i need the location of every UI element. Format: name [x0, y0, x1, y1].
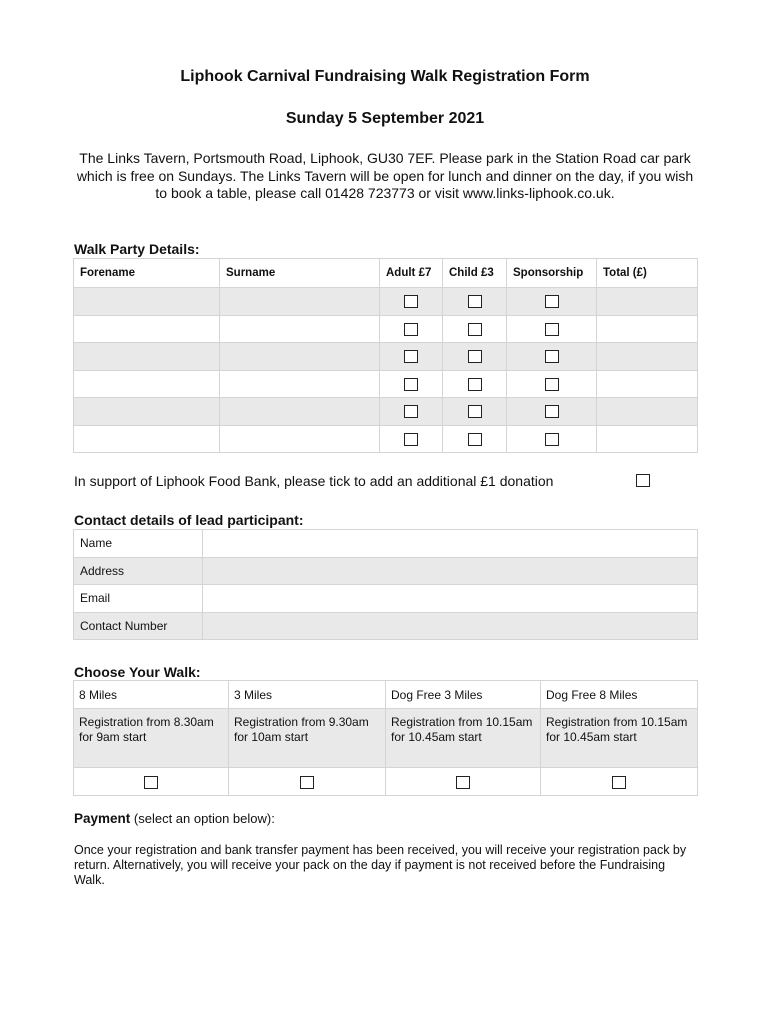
total-field[interactable]: [597, 425, 698, 453]
walk-check-cell: [541, 768, 698, 796]
contact-row-address: [74, 557, 698, 585]
walk-party-heading: Walk Party Details:: [74, 241, 200, 257]
adult-checkbox-cell: [380, 370, 443, 398]
walk-time-3-miles: Registration from 9.30am for 10am start: [229, 709, 386, 768]
walk-time-8-miles: Registration from 8.30am for 9am start: [74, 709, 229, 768]
intro-paragraph: The Links Tavern, Portsmouth Road, Liphook, GU30 7EF. Please park in the Station Road car park which is free on Sundays. The Links Tavern will be open for lunch and dinner on the day, if you wish to book a table, please call 01428 723773 or visit www.links-liphook.co.uk.: [76, 150, 694, 201]
child-checkbox-cell: [443, 343, 507, 371]
contact-label-name: Name: [74, 530, 203, 558]
child-checkbox-cell: [443, 398, 507, 426]
walk-times-row: [74, 709, 698, 768]
column-header-sponsorship: Sponsorship: [507, 259, 597, 288]
column-header-forename: Forename: [74, 259, 220, 288]
sponsorship-checkbox-cell: [507, 315, 597, 343]
child-checkbox[interactable]: [468, 378, 482, 391]
contact-row-name: [74, 530, 698, 558]
walk-check-cell: [386, 768, 541, 796]
table-header-row: [74, 259, 698, 288]
contact-heading: Contact details of lead participant:: [74, 512, 304, 528]
contact-label-phone: Contact Number: [74, 612, 203, 640]
sponsorship-checkbox[interactable]: [545, 323, 559, 336]
walk-dog-free-8-miles-checkbox[interactable]: [612, 776, 626, 789]
donation-checkbox[interactable]: [636, 474, 650, 487]
adult-checkbox[interactable]: [404, 350, 418, 363]
adult-checkbox-cell: [380, 315, 443, 343]
walk-name-dog-free-8-miles: Dog Free 8 Miles: [541, 681, 698, 709]
payment-note: (select an option below):: [133, 811, 275, 826]
walk-time-dog-free-3-miles: Registration from 10.15am for 10.45am start: [386, 709, 541, 768]
sponsorship-checkbox[interactable]: [545, 295, 559, 308]
contact-details-table: [73, 529, 698, 640]
contact-field-address[interactable]: [203, 557, 698, 585]
child-checkbox[interactable]: [468, 350, 482, 363]
forename-field[interactable]: [74, 315, 220, 343]
contact-field-phone[interactable]: [203, 612, 698, 640]
surname-field[interactable]: [220, 343, 380, 371]
payment-label: Payment: [74, 811, 131, 826]
walk-time-dog-free-8-miles: Registration from 10.15am for 10.45am start: [541, 709, 698, 768]
participant-row: [74, 370, 698, 398]
surname-field[interactable]: [220, 398, 380, 426]
surname-field[interactable]: [220, 315, 380, 343]
contact-row-email: [74, 585, 698, 613]
sponsorship-checkbox[interactable]: [545, 433, 559, 446]
walk-choice-table: [73, 680, 698, 796]
walk-8-miles-checkbox[interactable]: [144, 776, 158, 789]
sponsorship-checkbox-cell: [507, 343, 597, 371]
child-checkbox[interactable]: [468, 405, 482, 418]
child-checkbox-cell: [443, 315, 507, 343]
sponsorship-checkbox[interactable]: [545, 405, 559, 418]
forename-field[interactable]: [74, 288, 220, 316]
contact-field-name[interactable]: [203, 530, 698, 558]
child-checkbox-cell: [443, 425, 507, 453]
contact-label-address: Address: [74, 557, 203, 585]
forename-field[interactable]: [74, 398, 220, 426]
donation-text: In support of Liphook Food Bank, please tick to add an additional £1 donation: [74, 473, 554, 489]
sponsorship-checkbox-cell: [507, 370, 597, 398]
child-checkbox-cell: [443, 288, 507, 316]
participant-row: [74, 288, 698, 316]
participant-row: [74, 343, 698, 371]
contact-label-email: Email: [74, 585, 203, 613]
column-header-child: Child £3: [443, 259, 507, 288]
total-field[interactable]: [597, 370, 698, 398]
adult-checkbox-cell: [380, 343, 443, 371]
sponsorship-checkbox-cell: [507, 398, 597, 426]
walk-choice-heading: Choose Your Walk:: [74, 664, 201, 680]
sponsorship-checkbox[interactable]: [545, 378, 559, 391]
forename-field[interactable]: [74, 425, 220, 453]
contact-field-email[interactable]: [203, 585, 698, 613]
total-field[interactable]: [597, 343, 698, 371]
total-field[interactable]: [597, 398, 698, 426]
child-checkbox[interactable]: [468, 295, 482, 308]
participant-row: [74, 398, 698, 426]
column-header-surname: Surname: [220, 259, 380, 288]
walk-3-miles-checkbox[interactable]: [300, 776, 314, 789]
child-checkbox[interactable]: [468, 433, 482, 446]
walk-checkbox-row: [74, 768, 698, 796]
sponsorship-checkbox[interactable]: [545, 350, 559, 363]
page-title: Liphook Carnival Fundraising Walk Registration Form: [180, 68, 590, 85]
participant-row: [74, 425, 698, 453]
surname-field[interactable]: [220, 425, 380, 453]
walk-name-3-miles: 3 Miles: [229, 681, 386, 709]
participant-row: [74, 315, 698, 343]
walk-check-cell: [74, 768, 229, 796]
walk-check-cell: [229, 768, 386, 796]
child-checkbox-cell: [443, 370, 507, 398]
walk-names-row: [74, 681, 698, 709]
total-field[interactable]: [597, 315, 698, 343]
walk-name-dog-free-3-miles: Dog Free 3 Miles: [386, 681, 541, 709]
adult-checkbox[interactable]: [404, 405, 418, 418]
payment-instructions: Once your registration and bank transfer payment has been received, you will receive your registration pack by return. Alternatively, you will receive your pack on the day if payment is not received before the Fundraising Walk.: [74, 843, 687, 887]
contact-row-phone: [74, 612, 698, 640]
walk-party-table: [73, 258, 698, 453]
surname-field[interactable]: [220, 288, 380, 316]
adult-checkbox[interactable]: [404, 295, 418, 308]
forename-field[interactable]: [74, 343, 220, 371]
payment-heading: [74, 811, 275, 826]
column-header-adult: Adult £7: [380, 259, 443, 288]
surname-field[interactable]: [220, 370, 380, 398]
adult-checkbox-cell: [380, 425, 443, 453]
sponsorship-checkbox-cell: [507, 288, 597, 316]
adult-checkbox-cell: [380, 398, 443, 426]
adult-checkbox[interactable]: [404, 433, 418, 446]
adult-checkbox[interactable]: [404, 323, 418, 336]
total-field[interactable]: [597, 288, 698, 316]
forename-field[interactable]: [74, 370, 220, 398]
child-checkbox[interactable]: [468, 323, 482, 336]
walk-dog-free-3-miles-checkbox[interactable]: [456, 776, 470, 789]
sponsorship-checkbox-cell: [507, 425, 597, 453]
adult-checkbox-cell: [380, 288, 443, 316]
adult-checkbox[interactable]: [404, 378, 418, 391]
event-date: Sunday 5 September 2021: [285, 110, 485, 127]
walk-name-8-miles: 8 Miles: [74, 681, 229, 709]
column-header-total: Total (£): [597, 259, 698, 288]
